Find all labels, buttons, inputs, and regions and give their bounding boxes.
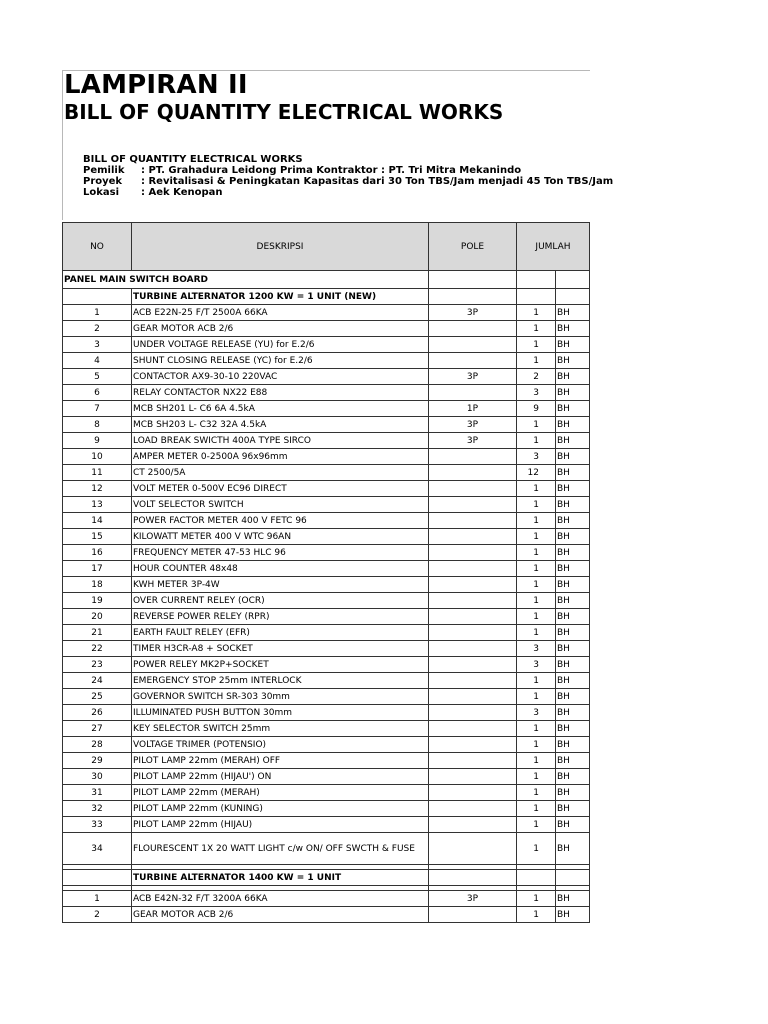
row-unit: BH	[556, 833, 590, 865]
row-quantity: 1	[517, 673, 556, 689]
group-row	[63, 289, 590, 305]
row-description: GEAR MOTOR ACB 2/6	[132, 321, 429, 337]
row-pole	[429, 321, 517, 337]
table-row	[63, 625, 590, 641]
row-quantity: 1	[517, 737, 556, 753]
row-no: 4	[63, 353, 132, 369]
table-row	[63, 673, 590, 689]
row-quantity: 1	[517, 689, 556, 705]
row-no: 13	[63, 497, 132, 513]
row-no: 2	[63, 907, 132, 923]
row-unit: BH	[556, 753, 590, 769]
table-row	[63, 401, 590, 417]
table-body	[63, 271, 590, 923]
row-quantity: 1	[517, 891, 556, 907]
row-no: 14	[63, 513, 132, 529]
row-description: GOVERNOR SWITCH SR-303 30mm	[132, 689, 429, 705]
row-pole	[429, 769, 517, 785]
row-unit: BH	[556, 907, 590, 923]
row-unit: BH	[556, 641, 590, 657]
row-description: OVER CURRENT RELEY (OCR)	[132, 593, 429, 609]
row-pole	[429, 907, 517, 923]
header-jumlah: JUMLAH	[517, 223, 590, 271]
row-pole	[429, 689, 517, 705]
row-quantity: 12	[517, 465, 556, 481]
row-description: EARTH FAULT RELEY (EFR)	[132, 625, 429, 641]
row-quantity: 1	[517, 721, 556, 737]
row-quantity: 1	[517, 801, 556, 817]
table-row	[63, 801, 590, 817]
row-quantity: 1	[517, 497, 556, 513]
row-pole	[429, 801, 517, 817]
info-lokasi	[83, 187, 223, 198]
row-description: FLOURESCENT 1X 20 WATT LIGHT c/w ON/ OFF SWCTH & FUSE	[132, 833, 429, 865]
row-description: UNDER VOLTAGE RELEASE (YU) for E.2/6	[132, 337, 429, 353]
table-cell	[429, 289, 517, 305]
row-description: KWH METER 3P-4W	[132, 577, 429, 593]
row-pole	[429, 577, 517, 593]
info-proyek	[83, 176, 613, 187]
table-row	[63, 433, 590, 449]
row-description: PILOT LAMP 22mm (KUNING)	[132, 801, 429, 817]
row-description: FREQUENCY METER 47-53 HLC 96	[132, 545, 429, 561]
row-pole	[429, 465, 517, 481]
row-pole: 3P	[429, 417, 517, 433]
row-quantity: 1	[517, 513, 556, 529]
row-pole	[429, 561, 517, 577]
row-quantity: 1	[517, 353, 556, 369]
page-title: LAMPIRAN II	[64, 70, 248, 100]
row-pole	[429, 817, 517, 833]
row-no: 34	[63, 833, 132, 865]
row-pole	[429, 481, 517, 497]
row-no: 27	[63, 721, 132, 737]
row-description: MCB SH203 L- C32 32A 4.5kA	[132, 417, 429, 433]
table-row	[63, 891, 590, 907]
table-row	[63, 385, 590, 401]
row-pole: 3P	[429, 369, 517, 385]
table-row	[63, 817, 590, 833]
table-row	[63, 321, 590, 337]
info-heading: BILL OF QUANTITY ELECTRICAL WORKS	[83, 154, 303, 165]
table-row	[63, 561, 590, 577]
row-unit: BH	[556, 321, 590, 337]
row-quantity: 1	[517, 907, 556, 923]
row-description: VOLTAGE TRIMER (POTENSIO)	[132, 737, 429, 753]
page-subtitle: BILL OF QUANTITY ELECTRICAL WORKS	[64, 100, 504, 124]
table-row	[63, 497, 590, 513]
row-quantity: 1	[517, 433, 556, 449]
row-unit: BH	[556, 433, 590, 449]
row-no: 32	[63, 801, 132, 817]
row-description: LOAD BREAK SWICTH 400A TYPE SIRCO	[132, 433, 429, 449]
row-quantity: 1	[517, 481, 556, 497]
row-no: 23	[63, 657, 132, 673]
table-row	[63, 785, 590, 801]
row-unit: BH	[556, 801, 590, 817]
row-no: 17	[63, 561, 132, 577]
row-unit: BH	[556, 497, 590, 513]
row-description: VOLT SELECTOR SWITCH	[132, 497, 429, 513]
table-row	[63, 833, 590, 865]
row-unit: BH	[556, 353, 590, 369]
pemilik-label: Pemilik	[83, 165, 125, 176]
row-quantity: 1	[517, 529, 556, 545]
row-unit: BH	[556, 401, 590, 417]
row-pole	[429, 529, 517, 545]
table-cell	[556, 289, 590, 305]
group-title: TURBINE ALTERNATOR 1400 KW = 1 UNIT	[132, 870, 429, 886]
row-quantity: 1	[517, 305, 556, 321]
table-row	[63, 769, 590, 785]
table-row	[63, 657, 590, 673]
table-row	[63, 545, 590, 561]
row-unit: BH	[556, 817, 590, 833]
row-quantity: 1	[517, 625, 556, 641]
row-no: 10	[63, 449, 132, 465]
section-row	[63, 271, 590, 289]
row-description: TIMER H3CR-A8 + SOCKET	[132, 641, 429, 657]
lokasi-label: Lokasi	[83, 187, 120, 198]
row-pole	[429, 833, 517, 865]
row-pole	[429, 785, 517, 801]
row-unit: BH	[556, 545, 590, 561]
row-unit: BH	[556, 513, 590, 529]
row-description: KEY SELECTOR SWITCH 25mm	[132, 721, 429, 737]
table-row	[63, 449, 590, 465]
row-unit: BH	[556, 337, 590, 353]
table-row	[63, 369, 590, 385]
row-quantity: 1	[517, 577, 556, 593]
section-title: PANEL MAIN SWITCH BOARD	[63, 271, 429, 289]
row-description: EMERGENCY STOP 25mm INTERLOCK	[132, 673, 429, 689]
row-unit: BH	[556, 577, 590, 593]
row-no: 29	[63, 753, 132, 769]
row-pole	[429, 497, 517, 513]
row-no: 22	[63, 641, 132, 657]
row-unit: BH	[556, 465, 590, 481]
row-quantity: 2	[517, 369, 556, 385]
table-cell	[429, 271, 517, 289]
row-no: 11	[63, 465, 132, 481]
row-unit: BH	[556, 721, 590, 737]
row-quantity: 3	[517, 705, 556, 721]
table-row	[63, 705, 590, 721]
row-no: 1	[63, 305, 132, 321]
row-quantity: 1	[517, 609, 556, 625]
row-unit: BH	[556, 657, 590, 673]
row-description: PILOT LAMP 22mm (HIJAU)	[132, 817, 429, 833]
row-unit: BH	[556, 769, 590, 785]
table-cell	[517, 870, 556, 886]
row-no: 18	[63, 577, 132, 593]
proyek-value: : Revitalisasi & Peningkatan Kapasitas dari 30 Ton TBS/Jam menjadi 45 Ton TBS/Jam	[141, 176, 614, 187]
row-no: 12	[63, 481, 132, 497]
row-pole	[429, 385, 517, 401]
row-pole	[429, 705, 517, 721]
info-pemilik	[83, 165, 521, 176]
row-quantity: 1	[517, 545, 556, 561]
row-description: SHUNT CLOSING RELEASE (YC) for E.2/6	[132, 353, 429, 369]
row-description: MCB SH201 L- C6 6A 4.5kA	[132, 401, 429, 417]
row-description: CONTACTOR AX9-30-10 220VAC	[132, 369, 429, 385]
row-quantity: 3	[517, 385, 556, 401]
row-no: 7	[63, 401, 132, 417]
row-quantity: 1	[517, 785, 556, 801]
table-row	[63, 337, 590, 353]
group-row	[63, 870, 590, 886]
table-row	[63, 417, 590, 433]
row-no: 5	[63, 369, 132, 385]
row-unit: BH	[556, 529, 590, 545]
row-description: AMPER METER 0-2500A 96x96mm	[132, 449, 429, 465]
row-no: 2	[63, 321, 132, 337]
row-description: CT 2500/5A	[132, 465, 429, 481]
row-description: PILOT LAMP 22mm (MERAH) OFF	[132, 753, 429, 769]
table-header-row	[63, 223, 590, 271]
row-quantity: 1	[517, 817, 556, 833]
table-cell	[517, 271, 556, 289]
table-row	[63, 353, 590, 369]
row-description: REVERSE POWER RELEY (RPR)	[132, 609, 429, 625]
row-description: PILOT LAMP 22mm (MERAH)	[132, 785, 429, 801]
row-unit: BH	[556, 673, 590, 689]
table-row	[63, 305, 590, 321]
row-no: 28	[63, 737, 132, 753]
row-quantity: 9	[517, 401, 556, 417]
row-pole	[429, 721, 517, 737]
row-no: 6	[63, 385, 132, 401]
row-quantity: 3	[517, 449, 556, 465]
row-unit: BH	[556, 737, 590, 753]
table-row	[63, 907, 590, 923]
row-pole	[429, 513, 517, 529]
row-unit: BH	[556, 625, 590, 641]
table-cell	[556, 870, 590, 886]
row-description: KILOWATT METER 400 V WTC 96AN	[132, 529, 429, 545]
row-no: 26	[63, 705, 132, 721]
row-pole	[429, 657, 517, 673]
row-no: 31	[63, 785, 132, 801]
row-description: HOUR COUNTER 48x48	[132, 561, 429, 577]
row-no: 30	[63, 769, 132, 785]
proyek-label: Proyek	[83, 176, 123, 187]
table-row	[63, 577, 590, 593]
row-unit: BH	[556, 705, 590, 721]
row-description: GEAR MOTOR ACB 2/6	[132, 907, 429, 923]
row-description: RELAY CONTACTOR NX22 E88	[132, 385, 429, 401]
row-pole	[429, 353, 517, 369]
row-pole	[429, 609, 517, 625]
table-row	[63, 737, 590, 753]
row-unit: BH	[556, 417, 590, 433]
table-row	[63, 641, 590, 657]
table-cell	[429, 870, 517, 886]
table-row	[63, 689, 590, 705]
row-description: PILOT LAMP 22mm (HIJAU') ON	[132, 769, 429, 785]
row-unit: BH	[556, 449, 590, 465]
group-title: TURBINE ALTERNATOR 1200 KW = 1 UNIT (NEW)	[132, 289, 429, 305]
row-no: 33	[63, 817, 132, 833]
sheet-border-left	[62, 70, 63, 220]
row-no: 19	[63, 593, 132, 609]
row-no: 24	[63, 673, 132, 689]
table-row	[63, 593, 590, 609]
row-unit: BH	[556, 481, 590, 497]
table-row	[63, 513, 590, 529]
row-quantity: 3	[517, 641, 556, 657]
row-unit: BH	[556, 369, 590, 385]
row-pole	[429, 753, 517, 769]
row-quantity: 1	[517, 593, 556, 609]
row-pole	[429, 449, 517, 465]
row-pole: 3P	[429, 891, 517, 907]
row-no: 3	[63, 337, 132, 353]
row-unit: BH	[556, 305, 590, 321]
pemilik-value: : PT. Grahadura Leidong Prima Kontraktor : PT. Tri Mitra Mekanindo	[141, 165, 522, 176]
row-quantity: 1	[517, 833, 556, 865]
row-pole	[429, 737, 517, 753]
header-pole: POLE	[429, 223, 517, 271]
row-no: 1	[63, 891, 132, 907]
row-pole	[429, 545, 517, 561]
table-cell	[517, 289, 556, 305]
header-deskripsi: DESKRIPSI	[132, 223, 429, 271]
row-unit: BH	[556, 609, 590, 625]
row-pole: 1P	[429, 401, 517, 417]
row-description: POWER RELEY MK2P+SOCKET	[132, 657, 429, 673]
row-unit: BH	[556, 561, 590, 577]
row-no: 8	[63, 417, 132, 433]
table-row	[63, 481, 590, 497]
row-no: 16	[63, 545, 132, 561]
row-quantity: 1	[517, 561, 556, 577]
table-cell	[556, 271, 590, 289]
row-description: POWER FACTOR METER 400 V FETC 96	[132, 513, 429, 529]
row-pole: 3P	[429, 305, 517, 321]
header-no: NO	[63, 223, 132, 271]
row-pole	[429, 625, 517, 641]
table-row	[63, 753, 590, 769]
lokasi-value: : Aek Kenopan	[141, 187, 223, 198]
row-description: ILLUMINATED PUSH BUTTON 30mm	[132, 705, 429, 721]
row-pole	[429, 641, 517, 657]
row-unit: BH	[556, 385, 590, 401]
row-description: ACB E22N-25 F/T 2500A 66KA	[132, 305, 429, 321]
row-quantity: 1	[517, 337, 556, 353]
table-cell	[63, 289, 132, 305]
row-quantity: 3	[517, 657, 556, 673]
row-pole	[429, 337, 517, 353]
row-pole	[429, 673, 517, 689]
row-no: 20	[63, 609, 132, 625]
row-description: ACB E42N-32 F/T 3200A 66KA	[132, 891, 429, 907]
row-pole: 3P	[429, 433, 517, 449]
row-no: 21	[63, 625, 132, 641]
row-unit: BH	[556, 689, 590, 705]
row-no: 9	[63, 433, 132, 449]
row-no: 15	[63, 529, 132, 545]
row-quantity: 1	[517, 753, 556, 769]
boq-table	[62, 222, 590, 923]
row-quantity: 1	[517, 321, 556, 337]
table-cell	[63, 870, 132, 886]
row-unit: BH	[556, 785, 590, 801]
row-quantity: 1	[517, 417, 556, 433]
table-row	[63, 609, 590, 625]
table-row	[63, 721, 590, 737]
row-no: 25	[63, 689, 132, 705]
row-quantity: 1	[517, 769, 556, 785]
table-row	[63, 529, 590, 545]
row-pole	[429, 593, 517, 609]
table-row	[63, 465, 590, 481]
row-unit: BH	[556, 593, 590, 609]
row-description: VOLT METER 0-500V EC96 DIRECT	[132, 481, 429, 497]
row-unit: BH	[556, 891, 590, 907]
